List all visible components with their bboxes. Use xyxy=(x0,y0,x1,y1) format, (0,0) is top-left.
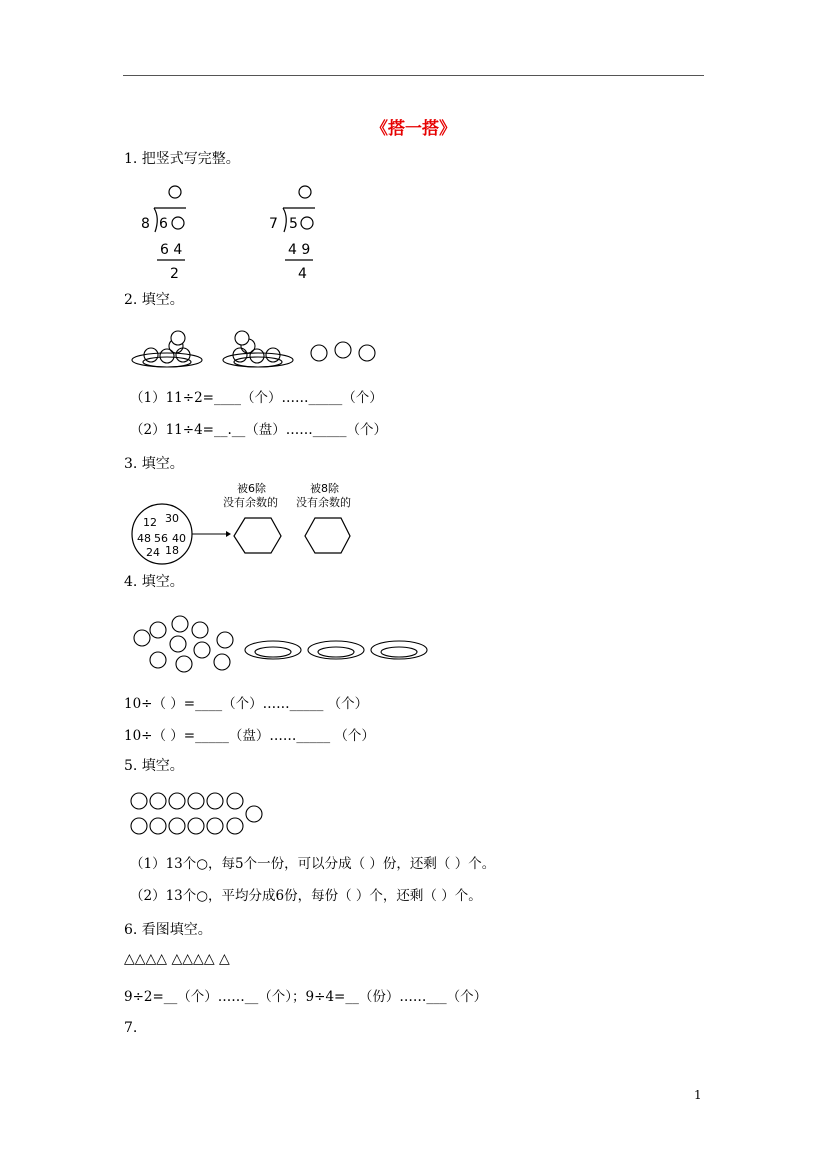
thirteen-circles-figure xyxy=(130,792,270,838)
product-a: 6 4 xyxy=(160,242,183,258)
question-4-label: 4. 填空。 xyxy=(124,574,184,590)
hexagon-1 xyxy=(234,518,281,553)
num-18: 18 xyxy=(165,544,179,557)
dividend-a: 6 xyxy=(159,216,168,232)
hexagon-2 xyxy=(305,518,350,553)
question-5-label: 5. 填空。 xyxy=(124,758,184,774)
number-sorting-figure xyxy=(130,480,380,565)
apples-on-plates-figure xyxy=(130,326,390,376)
page-title: 《搭一搭》 xyxy=(371,119,456,139)
header-rule xyxy=(123,75,704,76)
triangles-row: △△△△ △△△△ △ xyxy=(124,951,230,967)
num-12: 12 xyxy=(143,516,157,529)
q2-line-2: （2）11÷4=__.__（盘）……_____（个） xyxy=(130,422,388,438)
num-40: 40 xyxy=(172,532,186,545)
product-b: 4 9 xyxy=(288,242,311,258)
q2-line-1: （1）11÷2=____（个）……_____（个） xyxy=(130,390,383,406)
question-1-label: 1. 把竖式写完整。 xyxy=(124,151,240,167)
q6-line: 9÷2=__（个）……__（个）；9÷4=__（份）……___（个） xyxy=(124,989,488,1005)
page-number: 1 xyxy=(694,1088,702,1102)
blank-circle xyxy=(169,186,181,198)
divisor-b: 7 xyxy=(269,216,278,232)
num-48: 48 xyxy=(137,532,151,545)
question-2-label: 2. 填空。 xyxy=(124,292,184,308)
question-3-label: 3. 填空。 xyxy=(124,456,184,472)
dividend-b: 5 xyxy=(289,216,298,232)
q5-line-2: （2）13个○，平均分成6份，每份（ ）个，还剩（ ）个。 xyxy=(130,888,482,904)
hex2-caption-1: 被8除 xyxy=(310,482,339,495)
question-7-label: 7. xyxy=(124,1020,138,1036)
hex1-caption-1: 被6除 xyxy=(237,482,266,495)
divisor-a: 8 xyxy=(141,216,150,232)
num-24: 24 xyxy=(146,546,160,559)
q5-line-1: （1）13个○，每5个一份，可以分成（ ）份，还剩（ ）个。 xyxy=(130,856,496,872)
hex2-caption-2: 没有余数的 xyxy=(296,496,351,509)
hex1-caption-2: 没有余数的 xyxy=(223,496,278,509)
apples-and-plates-figure xyxy=(130,608,430,678)
q4-line-1: 10÷（ ）=____（个）……_____ （个） xyxy=(124,696,369,712)
remainder-b: 4 xyxy=(298,266,307,282)
remainder-a: 2 xyxy=(170,266,179,282)
question-6-label: 6. 看图填空。 xyxy=(124,922,212,938)
long-division-figures xyxy=(130,180,350,285)
num-30: 30 xyxy=(165,512,179,525)
num-56: 56 xyxy=(154,532,168,545)
q4-line-2: 10÷（ ）=_____（盘）……_____ （个） xyxy=(124,728,375,744)
